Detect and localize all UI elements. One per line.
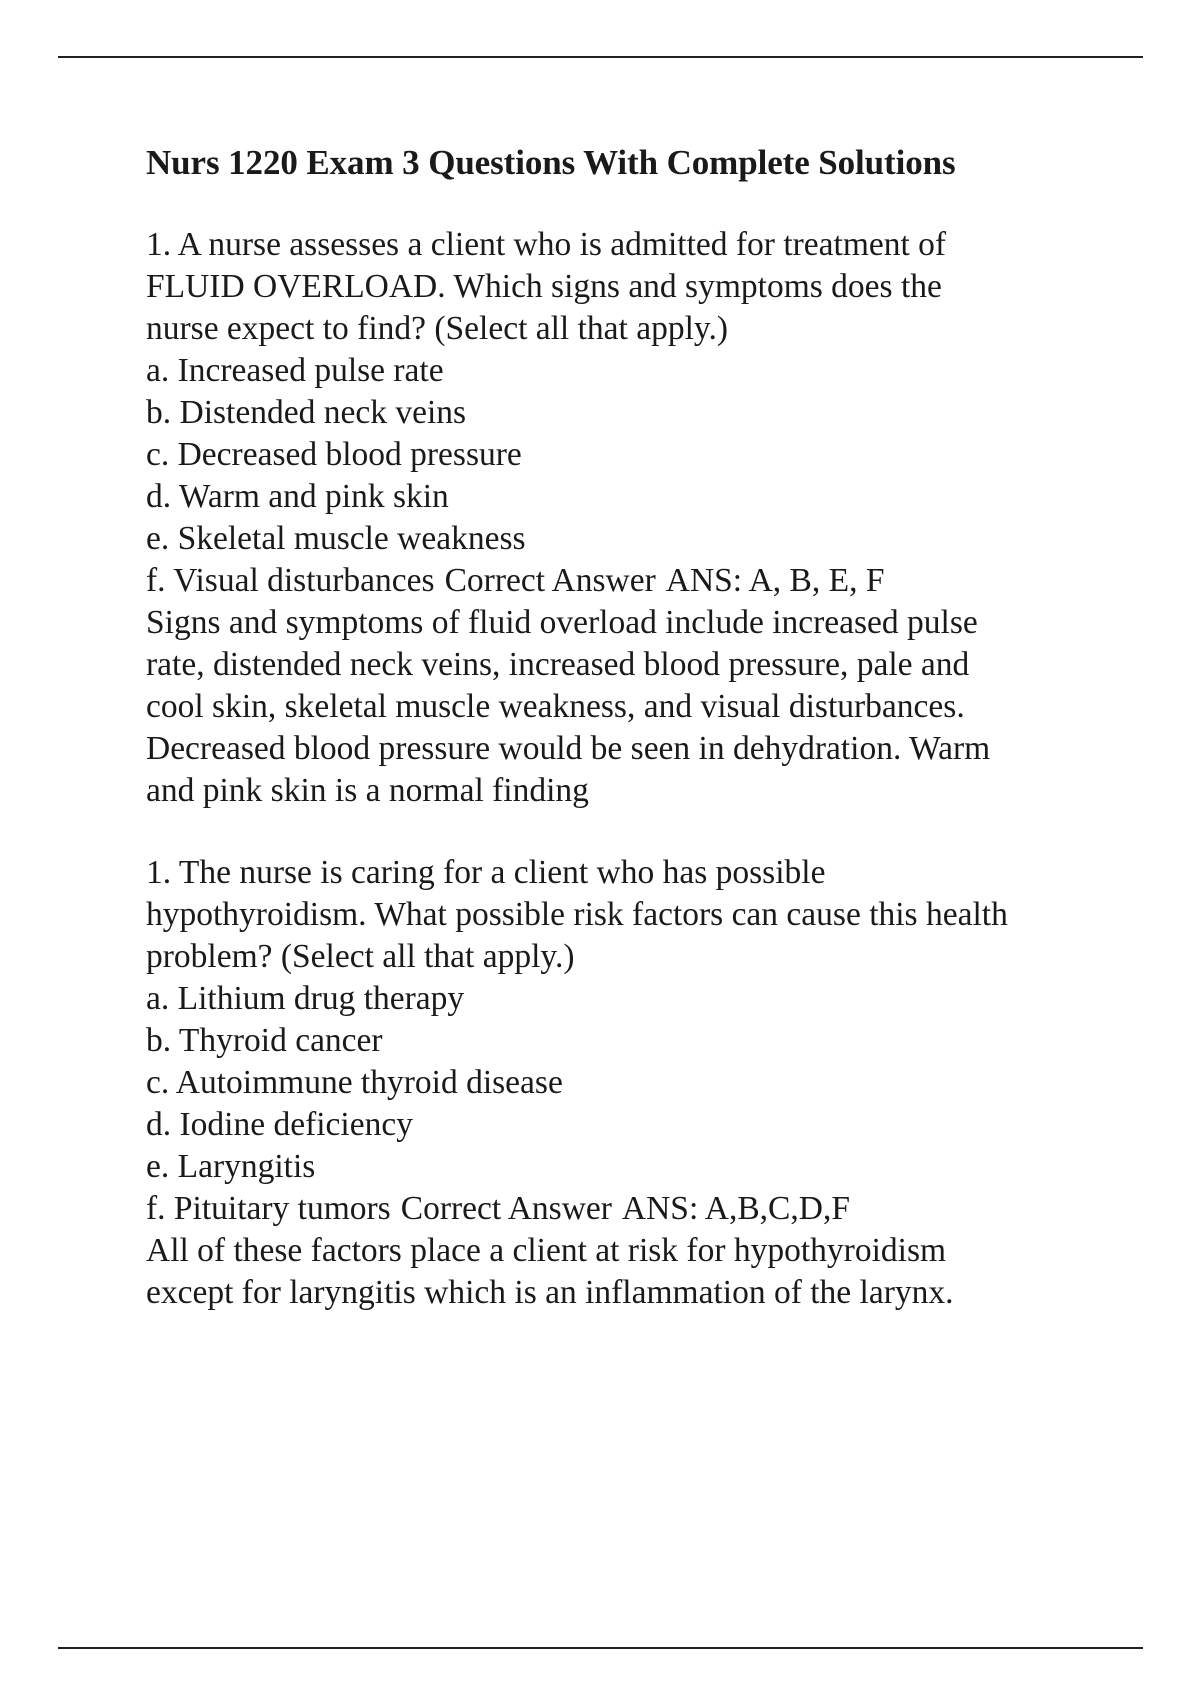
question-block: [146, 224, 1106, 812]
rationale-line: rate, distended neck veins, increased blood pressure, pale and: [146, 646, 970, 683]
answer-option: d. Warm and pink skin: [146, 478, 449, 515]
answer-option: d. Iodine deficiency: [146, 1106, 413, 1143]
correct-answer-label: Correct Answer: [400, 1190, 612, 1227]
answer-option: f. Pituitary tumors: [146, 1190, 391, 1227]
document-body: [146, 142, 1106, 1354]
answer-option: b. Thyroid cancer: [146, 1022, 383, 1059]
question-block: [146, 852, 1106, 1314]
rationale-line: cool skin, skeletal muscle weakness, and visual disturbances.: [146, 688, 965, 725]
document-title: Nurs 1220 Exam 3 Questions With Complete Solutions: [146, 143, 956, 182]
rationale-line: Decreased blood pressure would be seen in dehydration. Warm: [146, 730, 991, 767]
footer-rule: [58, 1647, 1143, 1649]
rationale-line: and pink skin is a normal finding: [146, 772, 589, 809]
question-stem-line: FLUID OVERLOAD. Which signs and symptoms does the: [146, 268, 942, 305]
question-stem-line: problem? (Select all that apply.): [146, 938, 575, 975]
answer-option: c. Decreased blood pressure: [146, 436, 522, 473]
answer-key: ANS: A,B,C,D,F: [621, 1190, 850, 1227]
correct-answer-label: Correct Answer: [444, 562, 656, 599]
header-rule: [58, 56, 1143, 58]
answer-key: ANS: A, B, E, F: [665, 562, 885, 599]
rationale-line: Signs and symptoms of fluid overload include increased pulse: [146, 604, 978, 641]
answer-option: e. Skeletal muscle weakness: [146, 520, 526, 557]
question-stem-line: 1. The nurse is caring for a client who has possible: [146, 854, 826, 891]
answer-line: [146, 1188, 1106, 1230]
question-stem-line: nurse expect to find? (Select all that apply.): [146, 310, 728, 347]
answer-option: a. Increased pulse rate: [146, 352, 444, 389]
answer-line: [146, 560, 1106, 602]
answer-option: b. Distended neck veins: [146, 394, 467, 431]
rationale-line: except for laryngitis which is an inflammation of the larynx.: [146, 1274, 954, 1311]
answer-option: f. Visual disturbances: [146, 562, 435, 599]
answer-option: c. Autoimmune thyroid disease: [146, 1064, 563, 1101]
rationale-line: All of these factors place a client at risk for hypothyroidism: [146, 1232, 947, 1269]
answer-option: a. Lithium drug therapy: [146, 980, 465, 1017]
answer-option: e. Laryngitis: [146, 1148, 316, 1185]
question-stem-line: 1. A nurse assesses a client who is admitted for treatment of: [146, 226, 947, 263]
question-stem-line: hypothyroidism. What possible risk factors can cause this health: [146, 896, 1008, 933]
